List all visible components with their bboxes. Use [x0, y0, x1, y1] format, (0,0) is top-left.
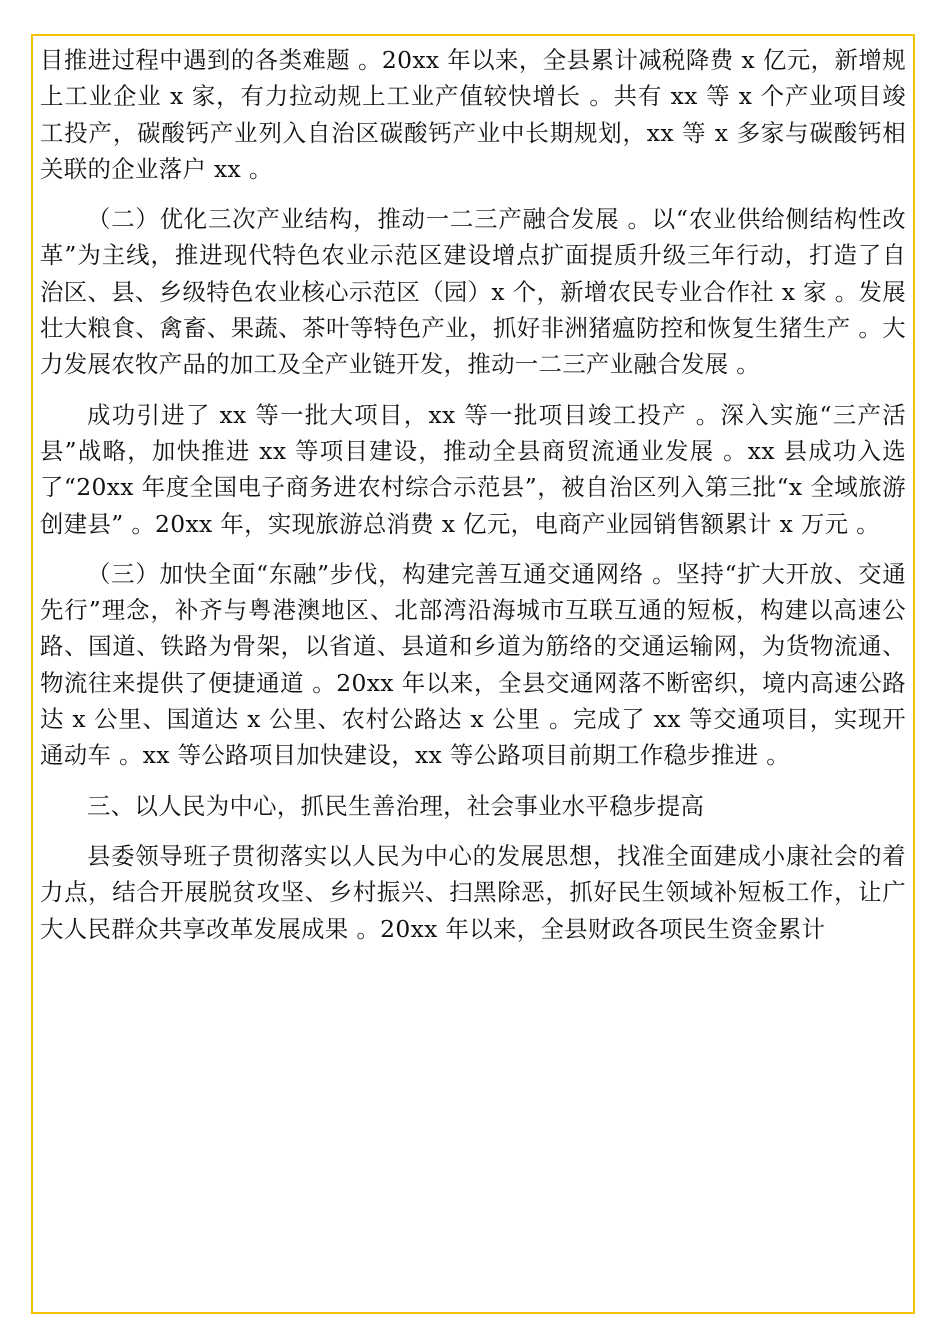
paragraph-livelihood: 县委领导班子贯彻落实以人民为中心的发展思想，找准全面建成小康社会的着力点，结合开展脱贫攻坚、乡村振兴、扫黑除恶，抓好民生领域补短板工作，让广大人民群众共享改革发展成果 。20xx 年以来，全县财政各项民生资金累计 — [40, 841, 906, 943]
section-heading-people: 三、以人民为中心，抓民生善治理，社会事业水平稳步提高 — [87, 791, 705, 820]
paragraph-projects: 成功引进了 xx 等一批大项目，xx 等一批项目竣工投产 。深入实施“三产活县”战略，加快推进 xx 等项目建设，推动全县商贸流通业发展 。xx 县成功入选了“20xx 年度全国电子商务进农村综合示范县”，被自治区列入第三批“x 全域旅游创建县” 。20xx 年，实现旅游总消费 x 亿元，电商产业园销售额累计 x 万元 。 — [40, 400, 906, 538]
paragraph-section-two: （二）优化三次产业结构，推动一二三产融合发展 。以“农业供给侧结构性改革”为主线，推进现代特色农业示范区建设增点扩面提质升级三年行动，打造了自治区、县、乡级特色农业核心示范区（园）x 个，新增农民专业合作社 x 家 。发展壮大粮食、禽畜、果蔬、茶叶等特色产业，抓好非洲猪瘟防控和恢复生猪生产 。大力发展农牧产品的加工及全产业链开发，推动一二三产业融合发展 。 — [40, 205, 906, 379]
paragraph-section-three: （三）加快全面“东融”步伐，构建完善互通交通网络 。坚持“扩大开放、交通先行”理念，补齐与粤港澳地区、北部湾沿海城市互联互通的短板，构建以高速公路、国道、铁路为骨架，以省道、县道和乡道为筋络的交通运输网，为货物流通、物流往来提供了便捷通道 。20xx 年以来，全县交通网落不断密织，境内高速公路达 x 公里、国道达 x 公里、农村公路达 x 公里 。完成了 xx 等交通项目，实现开通动车 。xx 等公路项目加快建设，xx 等公路项目前期工作稳步推进 。 — [40, 559, 906, 770]
paragraph-continuation: 目推进过程中遇到的各类难题 。20xx 年以来，全县累计减税降费 x 亿元，新增规上工业企业 x 家，有力拉动规上工业产值较快增长 。共有 xx 等 x 个产业项目竣工投产，碳酸钙产业列入自治区碳酸钙产业中长期规划，xx 等 x 多家与碳酸钙相关联的企业落户 xx 。 — [40, 46, 906, 183]
document-body — [40, 42, 906, 961]
